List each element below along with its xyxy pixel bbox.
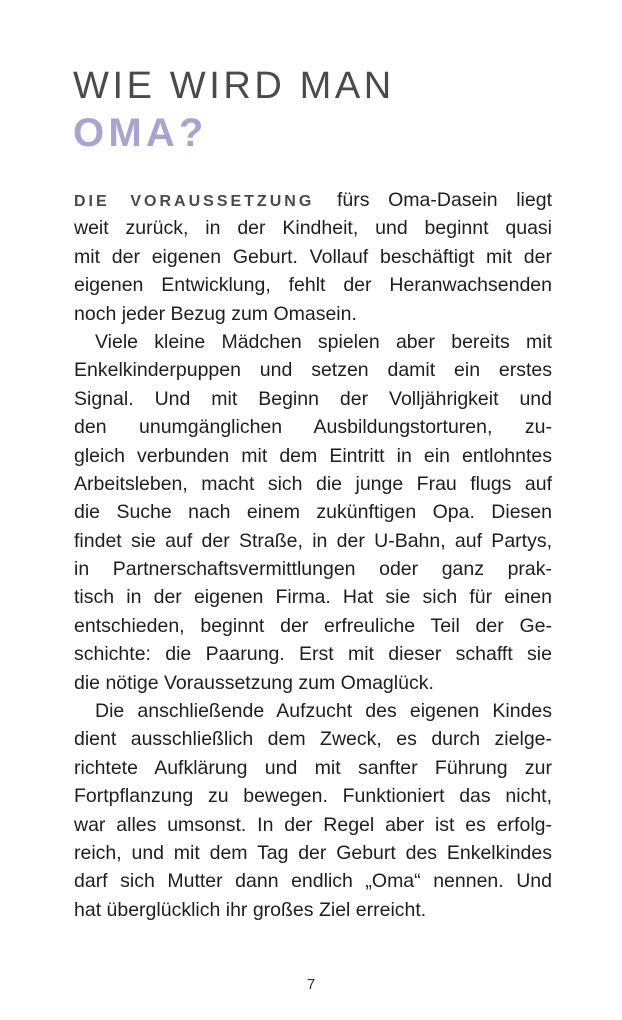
text-line: hat überglücklich ihr großes Ziel erreicht. [74,898,427,921]
text-line: richtete Aufklärung und mit sanfter Führung zur [74,756,552,779]
chapter-title-accent: OMA? [73,111,208,155]
lead-in: DIE VORAUSSETZUNG [74,193,315,210]
text-line: findet sie auf der Straße, in der U-Bahn, auf Partys, [74,529,552,552]
text-line: die nötige Voraussetzung zum Omaglück. [74,671,434,694]
text-line: tisch in der eigenen Firma. Hat sie sich für einen [74,586,552,609]
text-line: DIE VORAUSSETZUNG fürs Oma-Dasein liegt [74,189,552,211]
text-line: Viele kleine Mädchen spielen aber bereits mit [95,330,552,353]
paragraph-1 [74,186,552,328]
text-line: Die anschließende Aufzucht des eigenen Kindes [95,700,552,723]
text-line: eigenen Entwicklung, fehlt der Heranwachsenden [74,274,552,297]
text-line: mit der eigenen Geburt. Vollauf beschäftigt mit der [74,245,552,268]
text-line: Fortpflanzung zu bewegen. Funktioniert das nicht, [74,785,552,808]
text-line: dient ausschließlich dem Zweck, es durch zielge- [74,728,552,751]
chapter-title: WIE WIRD MAN [73,65,395,107]
page-number: 7 [306,976,316,993]
text-line: darf sich Mutter dann endlich „Oma“ nennen. Und [74,870,552,893]
text-line: Signal. Und mit Beginn der Volljährigkeit und [74,387,552,410]
text-line: gleich verbunden mit dem Eintritt in ein entlohntes [74,444,552,467]
text-line: Arbeitsleben, macht sich die junge Frau flugs auf [74,472,552,495]
text-line: reich, und mit dem Tag der Geburt des Enkelkindes [74,841,552,864]
text-line: noch jeder Bezug zum Omasein. [74,302,357,325]
text-line: weit zurück, in der Kindheit, und beginnt quasi [74,217,552,240]
paragraph-2 [74,328,552,697]
text-line: Enkelkinderpuppen und setzen damit ein erstes [74,359,552,382]
text-line: in Partnerschaftsvermittlungen oder ganz prak- [74,558,552,581]
text-line: war alles umsonst. In der Regel aber ist es erfolg- [74,813,552,836]
text-line: den unumgänglichen Ausbildungstorturen, zu- [74,416,552,439]
text-line: schichte: die Paarung. Erst mit dieser schafft sie [74,643,552,666]
body-text [74,186,552,924]
text-line: die Suche nach einem zukünftigen Opa. Diesen [74,501,552,524]
text-line: entschieden, beginnt der erfreuliche Teil der Ge- [74,614,552,637]
paragraph-3 [74,697,552,924]
